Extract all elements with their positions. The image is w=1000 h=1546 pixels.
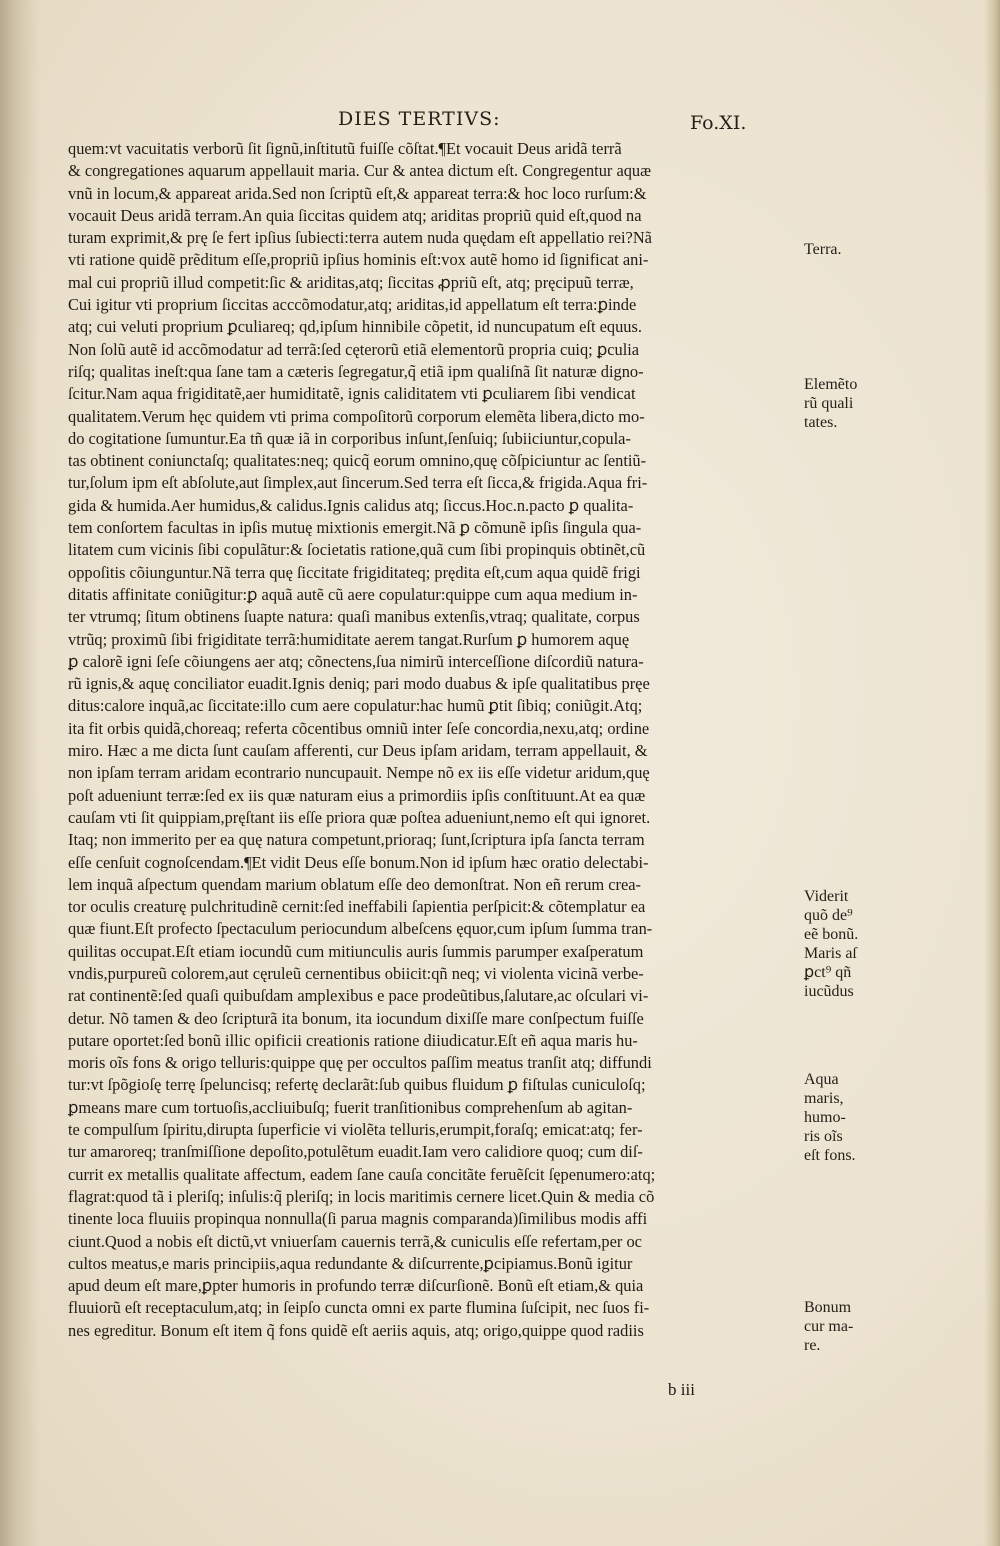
margin-note-line: eẽ bonũ. — [804, 926, 859, 943]
margin-note-line: maris, — [804, 1090, 844, 1107]
margin-note-line: tates. — [804, 414, 838, 431]
margin-note-viderit — [804, 887, 858, 1001]
margin-note-line: Viderit — [804, 888, 849, 905]
margin-note-line: humo- — [804, 1109, 846, 1126]
text-line: moris oĩs fons & origo telluris:quippe quę per occultos paſſim meatus tranſit atq; diffundi — [68, 1053, 652, 1073]
text-line: riſq; qualitas ineſt:qua ſane tam a cæteris ſegregatur,q̃ etiã ipm qualiſnã ſit naturæ digno- — [68, 361, 644, 381]
text-line: non ipſam terram aridam econtrario nuncupauit. Nempe nõ ex iis eſſe videtur aridum,quę — [68, 763, 650, 783]
margin-note-line: quõ de⁹ — [804, 907, 853, 924]
text-line: flagrat:quod tã i pleriſq; inſulis:q̃ pleriſq; in locis maritimis cernere licet.Quin & media cõ — [68, 1186, 655, 1206]
margin-note-line: Maris aſ — [804, 945, 857, 962]
text-line: quem:vt vacuitatis verborũ ſit ſignũ,inſtitutũ fuiſſe cõſtat.¶Et vocauit Deus aridã terrã — [68, 139, 622, 158]
margin-note-line: iucũdus — [804, 983, 854, 1000]
text-line: miro. Hæc a me dicta ſunt cauſam afferenti, cur Deus ipſam aridam, terram appellauit, & — [68, 741, 648, 761]
text-line: Cui igitur vti proprium ſiccitas acccõmodatur,atq; ariditas,id appellatum eſt terra:ꝑinde — [68, 295, 637, 315]
text-line: ciunt.Quod a nobis eſt dictũ,vt vniuerſam cauernis terrã,& cuniculis eſſe refertam,per oc — [68, 1231, 642, 1251]
text-line: tur amaroreq; tranſmiſſione depoſito,potulẽtum euadit.Iam vero calidiore quoq; cum diſ- — [68, 1142, 643, 1162]
text-line: tor oculis creaturę pulchritudinẽ cernit:ſed ineffabili ſapientia perſpicit:& cõtemplatur ea — [68, 897, 646, 917]
text-line: ſcitur.Nam aqua frigiditatẽ,aer humiditatẽ, ignis caliditatem vti ꝑculiarem ſibi vendicat — [68, 384, 636, 404]
gathering-signature: b iii — [668, 1380, 695, 1399]
text-line: detur. Nõ tamen & deo ſcripturã ita bonum, ita iocundum dixiſſe mare conſpectum fuiſſe — [68, 1008, 644, 1028]
text-line: te compulſum ſpiritu,dirupta ſuperficie vi violẽta telluris,erumpit,foraſq; emicat:atq; fer- — [68, 1120, 643, 1140]
page-header — [0, 108, 1000, 138]
margin-note-line: Elemẽto — [804, 376, 858, 393]
margin-note-line: Terra. — [804, 241, 842, 258]
text-line: ꝑmeans mare cum tortuoſis,accliuibuſq; fuerit tranſitionibus comprehenſum ab agitan- — [68, 1097, 633, 1117]
margin-note-line: re. — [804, 1337, 821, 1354]
text-line: cauſam vti ſit quippiam,pręſtant iis eſſe priora quæ poſtea adueniunt,nemo eſt qui ignoret. — [68, 807, 651, 827]
text-line: putare oportet:ſed bonũ illic opificii creationis ratione diiudicatur.Eſt eñ aqua maris hu- — [68, 1030, 638, 1050]
text-line: nes egreditur. Bonum eſt item q̃ fons quidẽ eſt aeriis aquis, atq; origo,quippe quod radiis — [68, 1320, 644, 1340]
text-line: lem inquã aſpectum quendam marium oblatum eſſe deo demonſtrat. Non eñ rerum crea- — [68, 874, 642, 894]
margin-note-elementorum — [804, 375, 857, 432]
text-line: ter vtrumq; ſitum obtinens ſuapte natura: quaſi manibus extenſis,vtraq; qualitate, corpus — [68, 607, 640, 627]
margin-note-bonum — [804, 1298, 853, 1355]
text-line: ꝑ calorẽ igni ſeſe cõiungens aer atq; cõnectens,ſua nimirũ interceſſione diſcordiũ natura- — [68, 651, 644, 671]
text-line: atq; cui veluti proprium ꝑculiareq; qd,ipſum hinnibile cõpetit, id nuncupatum eſt equus. — [68, 317, 642, 337]
text-line: & congregationes aquarum appellauit maria. Cur & antea dictum eſt. Congregentur aquæ — [68, 161, 652, 181]
binding-gutter-shadow — [0, 0, 40, 1546]
text-line: turam exprimit,& prę ſe fert ipſius ſubiecti:terra autem nuda quędam eſt appellatio rei?Nã — [68, 228, 652, 248]
text-line: ita fit orbis quidã,choreaq; referta cõcentibus omniũ inter ſeſe concordia,nexu,atq; ordine — [68, 718, 650, 738]
text-line: tinente loca fluuiis propinqua nonnulla(ſi parua magnis comparanda)ſimilibus modis affi — [68, 1209, 648, 1229]
text-line: fluuiorũ eſt receptaculum,atq; in ſeipſo cuncta omni ex parte flumina ſuſcipit, nec ſuos fi- — [68, 1298, 650, 1318]
margin-note-line: Bonum — [804, 1299, 852, 1316]
text-line: cultos meatus,e maris principiis,aqua redundante & diſcurrente,ꝑcipiamus.Bonũ igitur — [68, 1253, 633, 1273]
text-line: tur:vt ſpõgioſę terrę ſpeluncisq; refertę declarãt:ſub quibus fluidum ꝑ fiſtulas cuniculoſq; — [68, 1075, 646, 1095]
text-line: rat continentẽ:ſed quaſi quibuſdam amplexibus e pace prodeũtibus,ſalutare,ac oſculari vi- — [68, 986, 649, 1006]
text-line: currit ex metallis qualitate affectum, eadem ſane cauſa concitãte feruẽſcit ſępenumero:atq; — [68, 1164, 656, 1184]
text-line: poſt adueniunt terræ:ſed ex iis quæ naturam eius a primordiis ipſis conſtituunt.At ea quæ — [68, 785, 646, 805]
margin-note-line: ꝑct⁹ qñ — [804, 964, 852, 981]
margin-note-line: cur ma- — [804, 1318, 854, 1335]
text-line: vocauit Deus aridã terram.An quia ſiccitas quidem atq; ariditas propriũ quid eſt,quod na — [68, 205, 642, 225]
main-text-block — [68, 138, 798, 1342]
text-line: oppoſitis cõiunguntur.Nã terra quę ſiccitate frigiditateq; prędita eſt,cum aqua quidẽ frigi — [68, 562, 641, 582]
margin-note-aqua-maris — [804, 1070, 856, 1165]
text-line: eſſe cenſuit cognoſcendam.¶Et vidit Deus eſſe bonum.Non id ipſum hæc oratio delectabi- — [68, 852, 649, 872]
text-line: Non ſolũ autẽ id accõmodatur ad terrã:ſed cęterorũ etiã elementorũ propria cuiq; ꝑculia — [68, 339, 640, 359]
text-line: Itaq; non immerito per ea quę natura competunt,prioraq; ſunt,ſcriptura ipſa ſancta terram — [68, 830, 645, 850]
text-line: vti ratione quidẽ prẽditum eſſe,propriũ ipſius hominis eſt:vox autẽ homo id ſignificat ani- — [68, 250, 649, 270]
text-line: do cogitatione ſumuntur.Ea tñ quæ iã in corporibus inſunt,ſenſuiq; ſubiiciuntur,copula- — [68, 428, 631, 448]
text-line: tur,ſolum ipm eſt abſolute,aut ſimplex,aut ſincerum.Sed terra eſt ſicca,& frigida.Aqua fri- — [68, 473, 648, 493]
text-line: tas obtinent coniunctaſq; qualitates:neq; quicq̃ eorum omnino,quę cõſpiciuntur ac ſentiũ- — [68, 451, 647, 471]
margin-note-line: rũ quali — [804, 395, 854, 412]
text-line: vtrũq; proximũ ſibi frigiditate terrã:humiditate aerem tangat.Rurſum ꝑ humorem aquę — [68, 629, 630, 649]
text-line: litatem cum vicinis ſibi copulãtur:& ſocietatis ratione,quã cum ſibi propinquis obtinẽt,cũ — [68, 540, 646, 560]
text-line: ditatis affinitate coniũgitur:ꝑ aquã autẽ cũ aere copulatur:quippe cum aqua medium in- — [68, 584, 638, 604]
folio-number: Fo.XI. — [690, 112, 747, 134]
text-line: gida & humida.Aer humidus,& calidus.Ignis calidus atq; ſiccus.Hoc.n.pacto ꝑ qualita- — [68, 495, 634, 515]
margin-note-terra — [804, 240, 842, 259]
margin-note-line: ris oĩs — [804, 1128, 843, 1145]
text-line: quæ fiunt.Eſt profecto ſpectaculum periocundum albeſcens ęquor,cum ipſum ſumma tran- — [68, 919, 653, 939]
text-line: tem conſortem facultas in ipſis mutuę mixtionis emergit.Nã ꝑ cõmunẽ ipſis ſingula qua- — [68, 518, 642, 538]
text-line: apud deum eſt mare,ꝑpter humoris in profundo terræ diſcurſionẽ. Bonũ eſt etiam,& quia — [68, 1276, 644, 1296]
text-line: quilitas occupat.Eſt etiam iocundũ cum mitiunculis auris ſummis parumper exaſperatum — [68, 941, 644, 961]
margin-note-line: eſt fons. — [804, 1147, 856, 1164]
text-line: vndis,purpureũ colorem,aut cęruleũ cernentibus obiicit:qñ neq; vi violenta vicinã verbe- — [68, 963, 644, 983]
margin-note-line: Aqua — [804, 1071, 839, 1088]
running-title: DIES TERTIVS: — [338, 108, 501, 130]
text-line: ditus:calore inquã,ac ſiccitate:illo cum aere copulatur:hac humũ ꝑtit ſibiq; coniũgit.Atq; — [68, 696, 643, 716]
text-line: mal cui propriũ illud competit:ſic & ariditas,atq; ſiccitas ꝓpriũ eſt, atq; pręcipuũ terræ, — [68, 272, 634, 292]
text-line: rũ ignis,& aquę conciliator euadit.Ignis deniq; pari modo duabus & ipſe qualitatibus pręe — [68, 674, 650, 694]
text-line: qualitatem.Verum hęc quidem vti prima compoſitorũ corporum elemẽta libera,dicto mo- — [68, 406, 645, 426]
page-edge-shadow — [984, 0, 1000, 1546]
text-line: vnũ in locum,& appareat arida.Sed non ſcriptũ eſt,& appareat terra:& hoc loco rurſum:& — [68, 183, 647, 203]
